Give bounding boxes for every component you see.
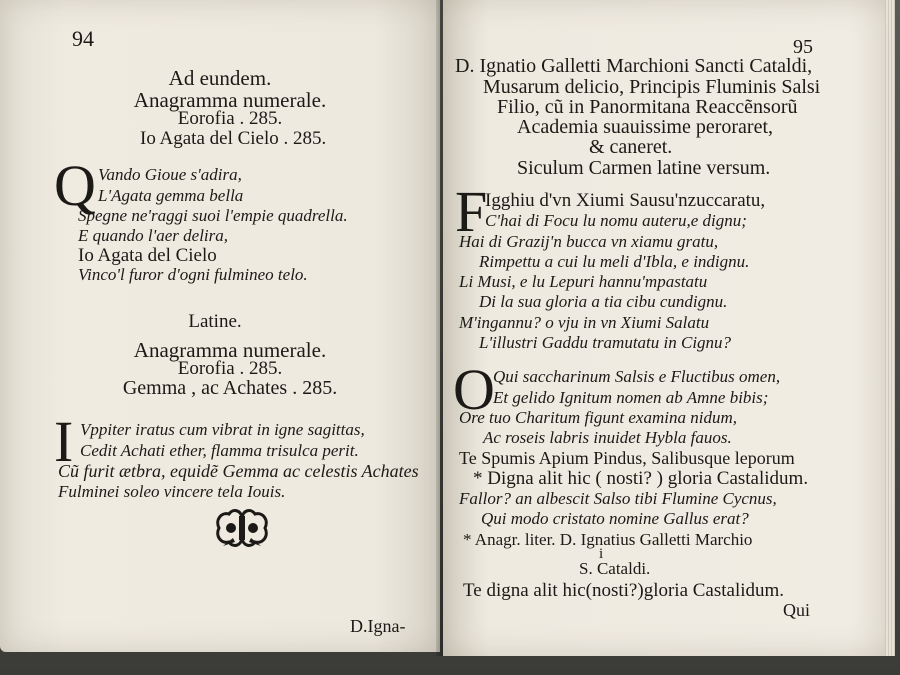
- heading-anagramma-2: Anagramma numerale.: [133, 338, 327, 362]
- sicilian-line: Li Musi, e lu Lepuri hannu'mpastatu: [459, 272, 708, 291]
- poem-lat-line: Fulminei soleo vincere tela Iouis.: [58, 482, 286, 501]
- anagram-note: Te digna alit hic(nosti?)gloria Castalidum.: [463, 580, 785, 601]
- dedication-line: Academia suauissime peroraret,: [517, 116, 774, 138]
- latin-line: Ac roseis labris inuidet Hybla fauos.: [483, 428, 732, 447]
- poem-it-line: Vinco'l furor d'ogni fulmineo telo.: [78, 265, 308, 284]
- left-page: [0, 0, 440, 652]
- drop-cap-o: O: [453, 357, 495, 422]
- printers-ornament-icon: [213, 506, 271, 550]
- sicilian-line: M'ingannu? o vju in vn Xiumi Salatu: [459, 313, 710, 332]
- sicilian-line: Igghiu d'vn Xiumi Sausu'nzuccaratu,: [485, 190, 766, 211]
- heading-agata: Io Agata del Cielo . 285.: [140, 128, 327, 149]
- heading-latine: Latine.: [188, 311, 242, 332]
- sicilian-line: C'hai di Focu lu nomu auteru,e dignu;: [485, 211, 747, 230]
- poem-it-line: E quando l'aer delira,: [78, 226, 229, 245]
- heading-eorofia: Eorofia . 285.: [177, 108, 283, 129]
- latin-line: Ore tuo Charitum figunt examina nidum,: [459, 408, 737, 427]
- heading-anagramma: Anagramma numerale.: [133, 88, 327, 112]
- heading-gemma: Gemma , ac Achates . 285.: [122, 377, 338, 399]
- page-edges: [885, 0, 895, 656]
- sicilian-line: L'illustri Gaddu tramutatu in Cignu?: [479, 333, 732, 352]
- poem-it-line: Spegne ne'raggi suoi l'empie quadrella.: [78, 206, 348, 225]
- anagram-note: i: [599, 546, 604, 562]
- latin-line: Te Spumis Apium Pindus, Salibusque leporum: [459, 448, 795, 468]
- right-page: [443, 0, 895, 656]
- heading-ad-eundem: Ad eundem.: [168, 66, 272, 90]
- drop-cap-q: Q: [54, 153, 96, 218]
- poem-it-line: Vando Gioue s'adira,: [98, 165, 242, 184]
- latin-line: Et gelido Ignitum nomen ab Amne bibis;: [493, 388, 769, 407]
- latin-line: * Digna alit hic ( nosti? ) gloria Castalidum.: [473, 468, 809, 489]
- poem-lat-line: Cũ furit ætbra, equidẽ Gemma ac celestis Achates: [58, 461, 419, 481]
- poem-lat-line: Cedit Achati ether, flamma trisulca perit.: [80, 441, 359, 460]
- poem-it-line: Io Agata del Cielo: [78, 245, 217, 266]
- dedication-line: Siculum Carmen latine versum.: [517, 157, 771, 179]
- catchword-right: Qui: [783, 600, 810, 620]
- sicilian-line: Rimpettu a cui lu meli d'Ibla, e indignu.: [479, 252, 750, 271]
- dedication-line: Musarum delicio, Principis Fluminis Salsi: [483, 76, 821, 98]
- dedication-line: & caneret.: [589, 136, 673, 158]
- latin-line: Qui modo cristato nomine Gallus erat?: [481, 509, 749, 528]
- poem-lat-line: Vppiter iratus cum vibrat in igne sagittas,: [80, 420, 365, 439]
- anagram-note: * Anagr. liter. D. Ignatius Galletti Marchio: [463, 530, 753, 549]
- sicilian-line: Hai di Grazij'n bucca vn xiamu gratu,: [459, 232, 719, 251]
- drop-cap-f: F: [455, 179, 488, 244]
- dedication-line: Filio, cũ in Panormitana Reaccẽnsorũ: [497, 96, 798, 118]
- heading-eorofia-2: Eorofia . 285.: [177, 358, 283, 379]
- latin-line: Qui saccharinum Salsis e Fluctibus omen,: [493, 367, 781, 386]
- sicilian-line: Di la sua gloria a tia cibu cundignu.: [479, 292, 728, 311]
- drop-cap-i: I: [54, 409, 74, 474]
- anagram-note: S. Cataldi.: [579, 559, 651, 578]
- page-number-left: 94: [72, 26, 94, 51]
- dedication-line: D. Ignatio Galletti Marchioni Sancti Cataldi,: [455, 55, 813, 77]
- catchword-left: D.Igna-: [350, 616, 406, 636]
- page-number-right: 95: [793, 36, 813, 58]
- poem-it-line: L'Agata gemma bella: [98, 186, 244, 205]
- latin-line: Fallor? an albescit Salso tibi Flumine Cycnus,: [459, 489, 777, 508]
